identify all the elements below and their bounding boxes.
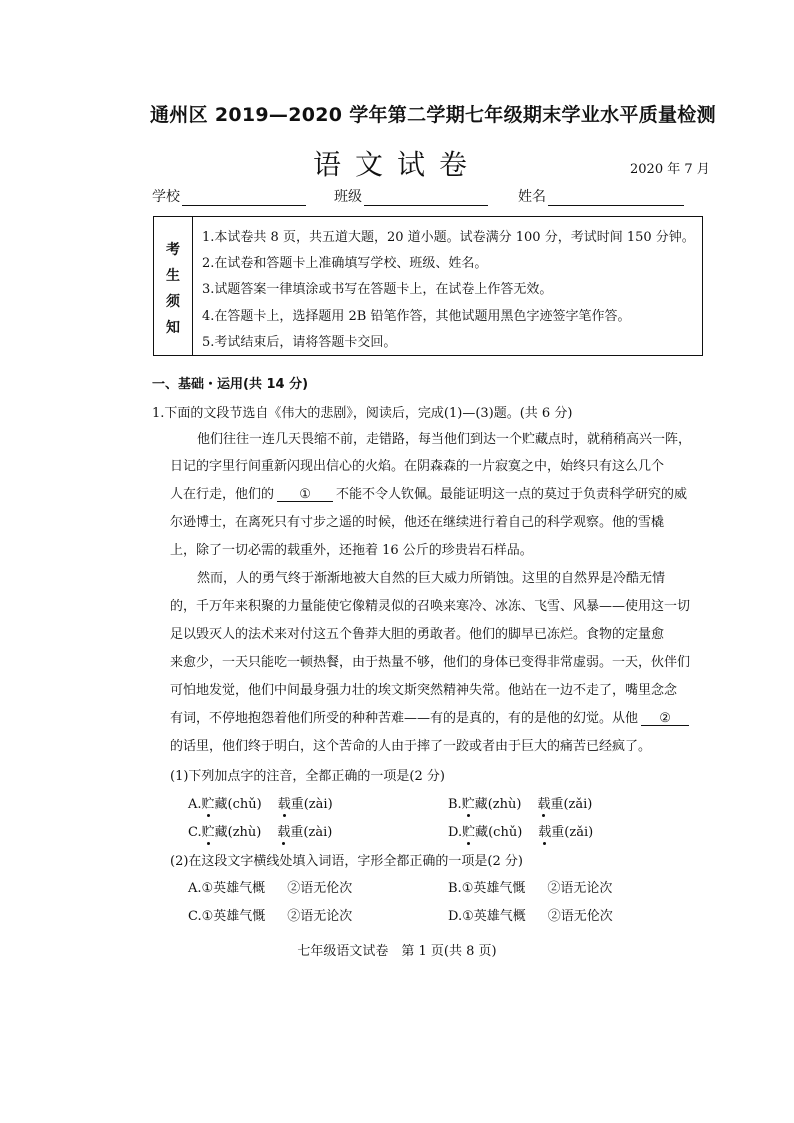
passage-line-with-blank: [170, 483, 687, 502]
section-heading: 一、基础・运用(共 14 分): [152, 377, 309, 392]
name-blank-line: [548, 190, 684, 206]
dotted-char: 贮: [201, 797, 215, 812]
passage-text: 不能不令人钦佩。最能证明这一点的莫过于负责科学研究的威: [336, 487, 688, 502]
school-label: 学校: [152, 189, 180, 205]
option-2c[interactable]: C.①英雄气慨 ②语无论次: [188, 909, 353, 924]
notice-label-char: 须: [166, 294, 180, 310]
school-blank-line: [182, 190, 306, 206]
page-footer: 七年级语文试卷 第 1 页(共 8 页): [297, 944, 497, 959]
dotted-char: 贮: [201, 825, 215, 840]
passage-line: 足以毁灭人的法术来对付这五个鲁莽大胆的勇敢者。他们的脚早已冻烂。食物的定量愈: [170, 627, 665, 642]
passage-line: 的，千万年来积聚的力量能使它像精灵似的召唤来寒冷、冰冻、飞雪、风暴——使用这一切: [170, 599, 691, 614]
notice-item: 1.本试卷共 8 页，共五道大题，20 道小题。试卷满分 100 分，考试时间 150 分钟。: [202, 230, 695, 245]
notice-label-char: 生: [166, 268, 180, 284]
option-1d[interactable]: D.贮藏(chǔ) 载重(zǎi): [448, 825, 594, 840]
option-1c[interactable]: C.贮藏(zhù) 载重(zài): [188, 825, 333, 840]
passage-line: 来愈少，一天只能吃一顿热餐，由于热量不够，他们的身体已变得非常虚弱。一天，伙伴们: [170, 655, 691, 670]
class-field: [334, 186, 488, 206]
name-field: [518, 186, 684, 206]
notice-item: 2.在试卷和答题卡上准确填写学校、班级、姓名。: [202, 256, 488, 271]
name-label: 姓名: [518, 189, 546, 205]
passage-line: 尔逊博士，在离死只有寸步之遥的时候，他还在继续进行着自己的科学观察。他的雪橇: [170, 515, 665, 530]
dotted-char: 载: [277, 797, 291, 812]
candidate-notice-box: [153, 216, 703, 356]
notice-item: 3.试题答案一律填涂或书写在答题卡上，在试卷上作答无效。: [202, 282, 553, 297]
sub-question-1: (1)下列加点字的注音，全都正确的一项是(2 分): [170, 769, 445, 784]
exam-date: 2020 年 7 月: [630, 162, 710, 177]
dotted-char: 载: [538, 825, 552, 840]
class-blank-line: [364, 190, 488, 206]
passage-line: 可怕地发觉，他们中间最身强力壮的埃文斯突然精神失常。他站在一边不走了，嘴里念念: [170, 683, 678, 698]
option-2a[interactable]: A.①英雄气概 ②语无伦次: [188, 881, 353, 896]
dotted-char: 载: [277, 825, 291, 840]
notice-label-char: 知: [166, 320, 180, 336]
answer-blank-2: ②: [641, 712, 689, 726]
notice-label-char: 考: [166, 242, 180, 258]
dotted-char: 贮: [462, 825, 476, 840]
dotted-char: 贮: [461, 797, 475, 812]
passage-line-with-blank: [170, 707, 689, 726]
question-1-stem: 1.下面的文段节选自《伟大的悲剧》，阅读后，完成(1)—(3)题。(共 6 分): [152, 406, 573, 421]
notice-label-column: [154, 217, 193, 355]
passage-line: 上，除了一切必需的载重外，还拖着 16 公斤的珍贵岩石样品。: [170, 543, 533, 558]
exam-subject-title: 语文试卷: [312, 148, 481, 181]
option-2d[interactable]: D.①英雄气概 ②语无伦次: [448, 909, 613, 924]
passage-line: 他们往往一连几天畏缩不前，走错路，每当他们到达一个贮藏点时，就稍稍高兴一阵，: [197, 432, 692, 447]
passage-text: 人在行走，他们的: [170, 487, 275, 502]
passage-text: 有词，不停地抱怨着他们所受的种种苦难——有的是真的，有的是他的幻觉。从他: [170, 711, 639, 726]
option-2b[interactable]: B.①英雄气慨 ②语无论次: [448, 881, 613, 896]
exam-main-title: 通州区 2019—2020 学年第二学期七年级期末学业水平质量检测: [150, 104, 716, 126]
passage-line: 的话里，他们终于明白，这个苦命的人由于摔了一跤或者由于巨大的痛苦已经疯了。: [170, 739, 652, 754]
option-1b[interactable]: B.贮藏(zhù) 载重(zǎi): [448, 797, 593, 812]
option-1a[interactable]: A.贮藏(chǔ) 载重(zài): [188, 797, 333, 812]
passage-line: 日记的字里行间重新闪现出信心的火焰。在阴森森的一片寂寞之中，始终只有这么几个: [170, 459, 665, 474]
notice-item: 5.考试结束后，请将答题卡交回。: [202, 335, 397, 350]
answer-blank-1: ①: [277, 488, 333, 502]
passage-line: 然而，人的勇气终于渐渐地被大自然的巨大威力所销蚀。这里的自然界是冷酷无情: [197, 571, 666, 586]
sub-question-2: (2)在这段文字横线处填入词语，字形全都正确的一项是(2 分): [170, 854, 523, 869]
dotted-char: 载: [537, 797, 551, 812]
notice-item: 4.在答题卡上，选择题用 2B 铅笔作答，其他试题用黑色字迹签字笔作答。: [202, 309, 631, 324]
school-field: [152, 186, 306, 206]
class-label: 班级: [334, 189, 362, 205]
